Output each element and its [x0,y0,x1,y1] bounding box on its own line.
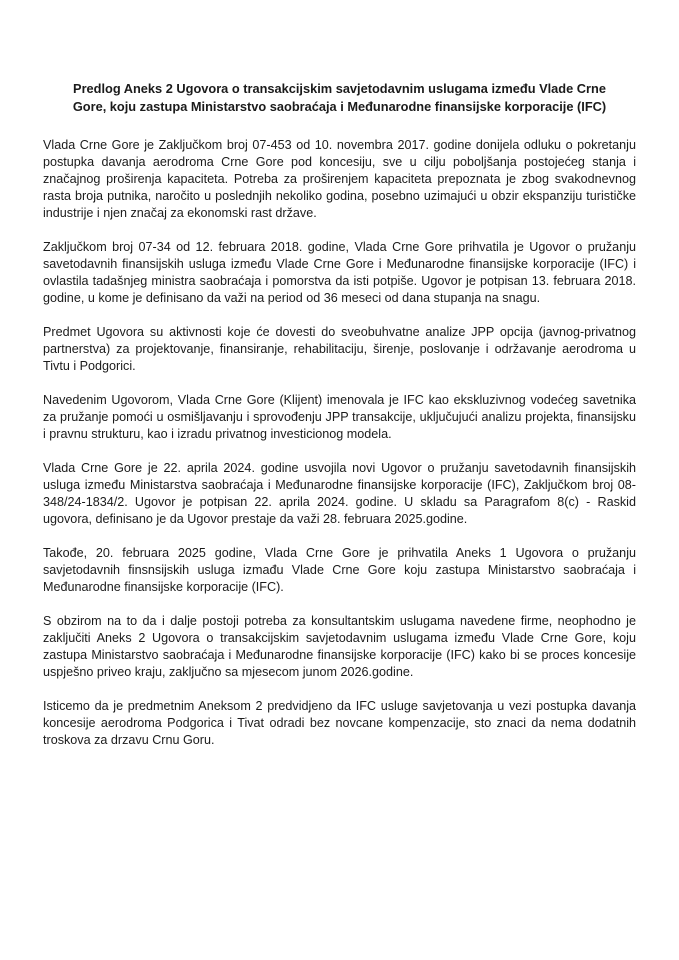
paragraph-6: Takođe, 20. februara 2025 godine, Vlada Crne Gore je prihvatila Aneks 1 Ugovora o pružanju savjetodavnih finsnsijskih usluga izmađu Vlade Crne Gore koju zastupa Ministarstvo saobraćaja i Međunarodne finansijske korporacije (IFC). [43,546,636,594]
paragraph-8: Isticemo da je predmetnim Aneksom 2 predvidjeno da IFC usluge savjetovanja u vezi postupka davanja koncesije aerodroma Podgorica i Tivat odradi bez novcane kompenzacije, sto znaci da nema dodatnih troskova za drzavu Crnu Goru. [43,699,636,747]
paragraph-5: Vlada Crne Gore je 22. aprila 2024. godine usvojila novi Ugovor o pružanju savetodavnih finansijskih usluga između Ministarstva saobraćaja i Međunarodne finansijske korporacije (IFC), Zaključkom broj 08-348/24-1834/2. Ugovor je potpisan 22. aprila 2024. godine. U skladu sa Paragrafom 8(c) - Raskid ugovora, definisano je da Ugovor prestaje da važi 28. februara 2025.godine. [43,461,636,526]
paragraph-7: S obzirom na to da i dalje postoji potreba za konsultantskim uslugama navedene firme, neophodno je zaključiti Aneks 2 Ugovora o transakcijskim savjetodavnim uslugama između Vlade Crne Gore, koju zastupa Ministarstvo saobraćaja i Međunarodne finansijske korporacije (IFC) kako bi se proces koncesije uspješno priveo kraju, zaključno sa mjesecom junom 2026.godine. [43,614,636,679]
paragraph-4: Navedenim Ugovorom, Vlada Crne Gore (Klijent) imenovala je IFC kao ekskluzivnog vodećeg savetnika za pružanje pomoći u osmišljavanju i sprovođenju JPP transakcije, uključujući analizu projekta, finansijsku i pravnu strukturu, kao i izradu privatnog investicionog modela. [43,393,636,441]
paragraph-3: Predmet Ugovora su aktivnosti koje će dovesti do sveobuhvatne analize JPP opcija (javnog-privatnog partnerstva) za projektovanje, finansiranje, rehabilitaciju, širenje, poslovanje i održavanje aerodroma u Tivtu i Podgorici. [43,325,636,373]
document-title: Predlog Aneks 2 Ugovora o transakcijskim savjetodavnim uslugama između Vlade Crne Gore, koju zastupa Ministarstvo saobraćaja i Međunarodne finansijske korporacije (IFC) [72,81,607,114]
paragraph-2: Zaključkom broj 07-34 od 12. februara 2018. godine, Vlada Crne Gore prihvatila je Ugovor o pružanju savetodavnih finansijskih usluga između Vlade Crne Gore i Međunarodne finansijske korporacije (IFC) i ovlastila tadašnjeg ministra saobraćaja i pomorstva da isti potpiše. Ugovor je potpisan 13. februara 2018. godine, u kome je definisano da važi na period od 36 meseci od dana stupanja na snagu. [43,240,636,305]
paragraph-1: Vlada Crne Gore je Zaključkom broj 07-453 od 10. novembra 2017. godine donijela odluku o pokretanju postupka davanja aerodroma Crne Gore pod koncesiju, sve u cilju poboljšanja postojećeg stanja i značajnog proširenja kapaciteta. Potreba za proširenjem kapaciteta prepoznata je zbog svakodnevnog rasta broja putnika, naročito u poslednjih nekoliko godina, posebno uzimajući u obzir ekspanziju turističke industrije i njen značaj za ekonomski rast države. [43,138,636,220]
